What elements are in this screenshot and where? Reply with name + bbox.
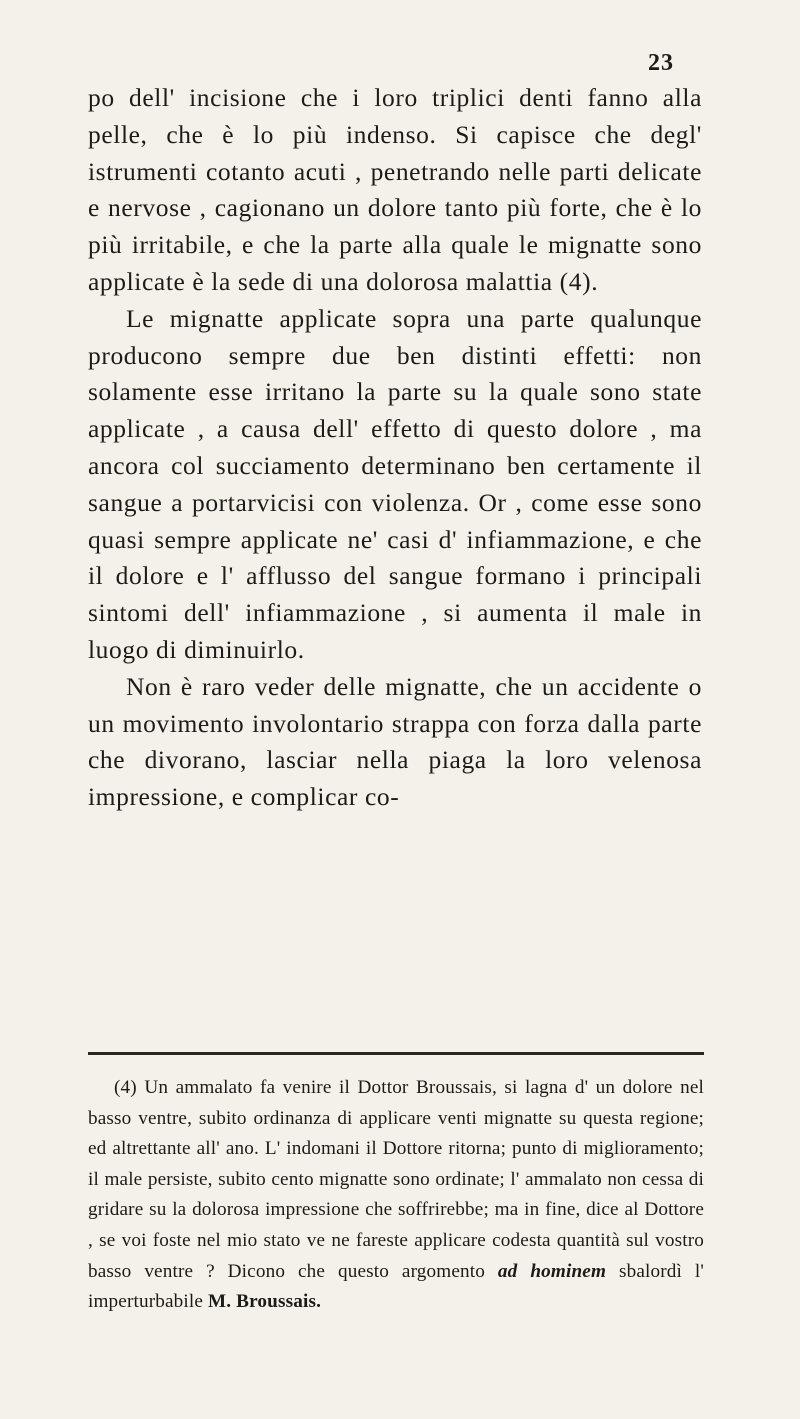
footnote-text: (4) Un ammalato fa venire il Dottor Broussais, si lagna d' un dolore nel basso ventre, subito ordinanza di applicare venti mignatte su questa regione; ed altrettante all' ano. L' indomani il Dottore ritorna; punto di miglioramento; il male persiste, subito cento mignatte sono ordinate; l' ammalato non cessa di gridare su la dolorosa impressione che soffrirebbe; ma in fine, dice al Dottore , se voi foste nel mio stato ve ne fareste applicare codesta quantità sul vostro basso ventre ? Dicono che questo argomento xyxy=(88,1077,704,1282)
main-text xyxy=(88,80,702,816)
footnote xyxy=(88,1073,704,1318)
footnote-divider xyxy=(88,1052,704,1055)
paragraph-1: po dell' incisione che i loro triplici denti fanno alla pelle, che è lo più indenso. Si capisce che degl' istrumenti cotanto acuti , penetrando nelle parti delicate e nervose , cagionano un dolore tanto più forte, che è lo più irritabile, e che la parte alla quale le mignatte sono applicate è la sede di una dolorosa malattia (4). xyxy=(88,83,702,296)
paragraph-3: Non è raro veder delle mignatte, che un accidente o un movimento involontario strappa con forza dalla parte che divorano, lasciar nella piaga la loro velenosa impressione, e complicar co- xyxy=(88,671,702,812)
paragraph-2: Le mignatte applicate sopra una parte qualunque producono sempre due ben distinti effetti: non solamente esse irritano la parte su la quale sono state applicate , a causa dell' effetto di questo dolore , ma ancora col succiamento determinano ben certamente il sangue a portarvicisi con violenza. Or , come esse sono quasi sempre applicate ne' casi d' infiammazione, e che il dolore e l' afflusso del sangue formano i principali sintomi dell' infiammazione , si aumenta il male in luogo di diminuirlo. xyxy=(88,303,702,664)
footnote-text-continued: sbalordì l' imperturbabile xyxy=(88,1260,705,1313)
footnote-latin-phrase: ad hominem xyxy=(497,1260,607,1282)
footnote-person-name: M. Broussais. xyxy=(208,1291,322,1313)
page-number: 23 xyxy=(648,50,674,76)
